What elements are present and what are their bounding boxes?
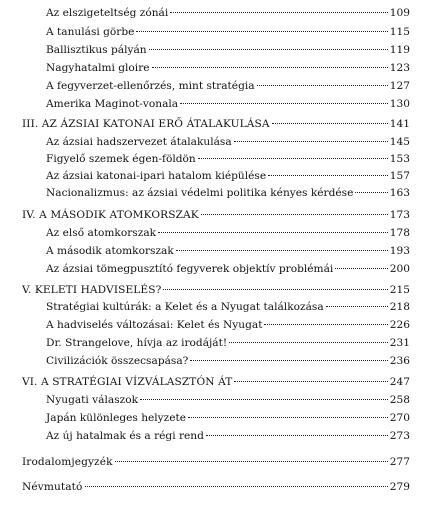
toc-page-number: 215	[389, 284, 410, 296]
toc-entry	[46, 43, 410, 58]
dot-leader	[257, 85, 388, 86]
dot-leader	[158, 232, 388, 233]
toc-page-number: 163	[389, 187, 410, 199]
toc-chapter-title: III. AZ ÁZSIAI KATONAI ERŐ ÁTALAKULÁSA	[22, 118, 270, 130]
toc-page-number: 127	[389, 80, 410, 92]
toc-entry	[46, 186, 410, 201]
toc-page-number: 247	[389, 376, 410, 388]
toc-title: Az új hatalmak és a régi rend	[46, 430, 204, 442]
dot-leader	[190, 360, 387, 361]
toc-title: Az ázsiai tömegpusztító fegyverek objektív problémái	[46, 263, 334, 275]
toc-page-number: 279	[389, 481, 410, 493]
toc-page-number: 130	[389, 98, 410, 110]
toc-entry	[46, 152, 410, 167]
toc-chapter-title: Névmutató	[22, 481, 83, 493]
toc-chapter	[22, 117, 410, 132]
toc-entry	[46, 135, 410, 150]
toc-entry	[46, 354, 410, 369]
dot-leader	[234, 381, 387, 382]
toc-page-number: 157	[389, 170, 410, 182]
toc-page-number: 236	[389, 355, 410, 367]
toc-page-number: 277	[389, 456, 410, 468]
toc-entry	[46, 318, 410, 333]
toc-page-number: 258	[389, 394, 410, 406]
toc-page-number: 145	[389, 136, 410, 148]
toc-entry	[46, 336, 410, 351]
dot-leader	[268, 175, 388, 176]
toc-entry	[46, 6, 410, 21]
toc-title: A tanulási görbe	[46, 26, 135, 38]
toc-entry	[46, 244, 410, 259]
toc-entry	[46, 61, 410, 76]
toc-title: Az ázsiai katonai-ipari hatalom kiépülése	[46, 170, 267, 182]
toc-entry	[46, 25, 410, 40]
dot-leader	[326, 306, 388, 307]
toc-chapter-title: V. KELETI HADVISELÉS?	[22, 284, 162, 296]
toc-chapter	[22, 480, 410, 495]
dot-leader	[355, 192, 387, 193]
dot-leader	[201, 214, 388, 215]
toc-entry	[46, 262, 410, 277]
toc-title: Figyelő szemek égen-földön	[46, 153, 196, 165]
dot-leader	[85, 486, 388, 487]
toc-page-number: 141	[389, 118, 410, 130]
toc-title: A fegyverzet-ellenőrzés, mint stratégia	[46, 80, 255, 92]
toc-page-number: 193	[389, 245, 410, 257]
dot-leader	[176, 250, 388, 251]
toc-title: A második atomkorszak	[46, 245, 174, 257]
dot-leader	[170, 12, 388, 13]
toc-page-number: 226	[389, 319, 410, 331]
toc-page-number: 231	[389, 337, 410, 349]
toc-title: Amerika Maginot-vonala	[46, 98, 179, 110]
toc-chapter	[22, 208, 410, 223]
toc-title: Nyugati válaszok	[46, 394, 139, 406]
toc-title: Japán különleges helyzete	[46, 412, 187, 424]
toc-page-number: 123	[389, 62, 410, 74]
toc-page-number: 153	[389, 153, 410, 165]
dot-leader	[152, 67, 388, 68]
dot-leader	[272, 123, 388, 124]
toc-entry	[46, 300, 410, 315]
toc-page-number: 218	[389, 301, 410, 313]
toc-title: Az első atomkorszak	[46, 227, 157, 239]
toc-title: Az elszigeteltség zónái	[46, 7, 169, 19]
dot-leader	[264, 324, 387, 325]
dot-leader	[234, 141, 388, 142]
toc-chapter	[22, 283, 410, 298]
toc-entry	[46, 169, 410, 184]
dot-leader	[206, 435, 388, 436]
dot-leader	[188, 417, 388, 418]
dot-leader	[149, 49, 388, 50]
toc-title: Nagyhatalmi gloire	[46, 62, 150, 74]
dot-leader	[140, 399, 388, 400]
toc-title: Civilizációk összecsapása?	[46, 355, 189, 367]
toc-title: Nacionalizmus: az ázsiai védelmi politika kényes kérdése	[46, 187, 354, 199]
toc-entry	[46, 429, 410, 444]
toc-title: A hadviselés változásai: Kelet és Nyugat	[46, 319, 263, 331]
dot-leader	[163, 289, 387, 290]
dot-leader	[335, 268, 387, 269]
toc-entry	[46, 79, 410, 94]
toc-chapter-title: IV. A MÁSODIK ATOMKORSZAK	[22, 209, 199, 221]
toc-chapter-title: Irodalomjegyzék	[22, 456, 113, 468]
toc-title: Az ázsiai hadszervezet átalakulása	[46, 136, 232, 148]
toc-page-number: 173	[389, 209, 410, 221]
toc-title: Dr. Strangelove, hívja az irodáját!	[46, 337, 228, 349]
toc-title: Stratégiai kultúrák: a Kelet és a Nyugat találkozása	[46, 301, 324, 313]
toc-chapter-title: VI. A STRATÉGIAI VÍZVÁLASZTÓN ÁT	[22, 376, 233, 388]
dot-leader	[180, 103, 388, 104]
toc-page-number: 270	[389, 412, 410, 424]
toc-entry	[46, 226, 410, 241]
dot-leader	[136, 31, 387, 32]
toc-entry	[46, 97, 410, 112]
toc-page-number: 273	[389, 430, 410, 442]
toc-entry	[46, 393, 410, 408]
toc-page-number: 109	[389, 7, 410, 19]
toc-page-number: 200	[389, 263, 410, 275]
toc-title: Ballisztikus pályán	[46, 44, 147, 56]
toc-chapter	[22, 375, 410, 390]
dot-leader	[198, 158, 388, 159]
toc-page-number: 178	[389, 227, 410, 239]
toc-entry	[46, 411, 410, 426]
dot-leader	[229, 342, 388, 343]
dot-leader	[115, 461, 388, 462]
toc-chapter	[22, 455, 410, 470]
toc-page-number: 115	[389, 26, 410, 38]
toc-page-number: 119	[389, 44, 410, 56]
